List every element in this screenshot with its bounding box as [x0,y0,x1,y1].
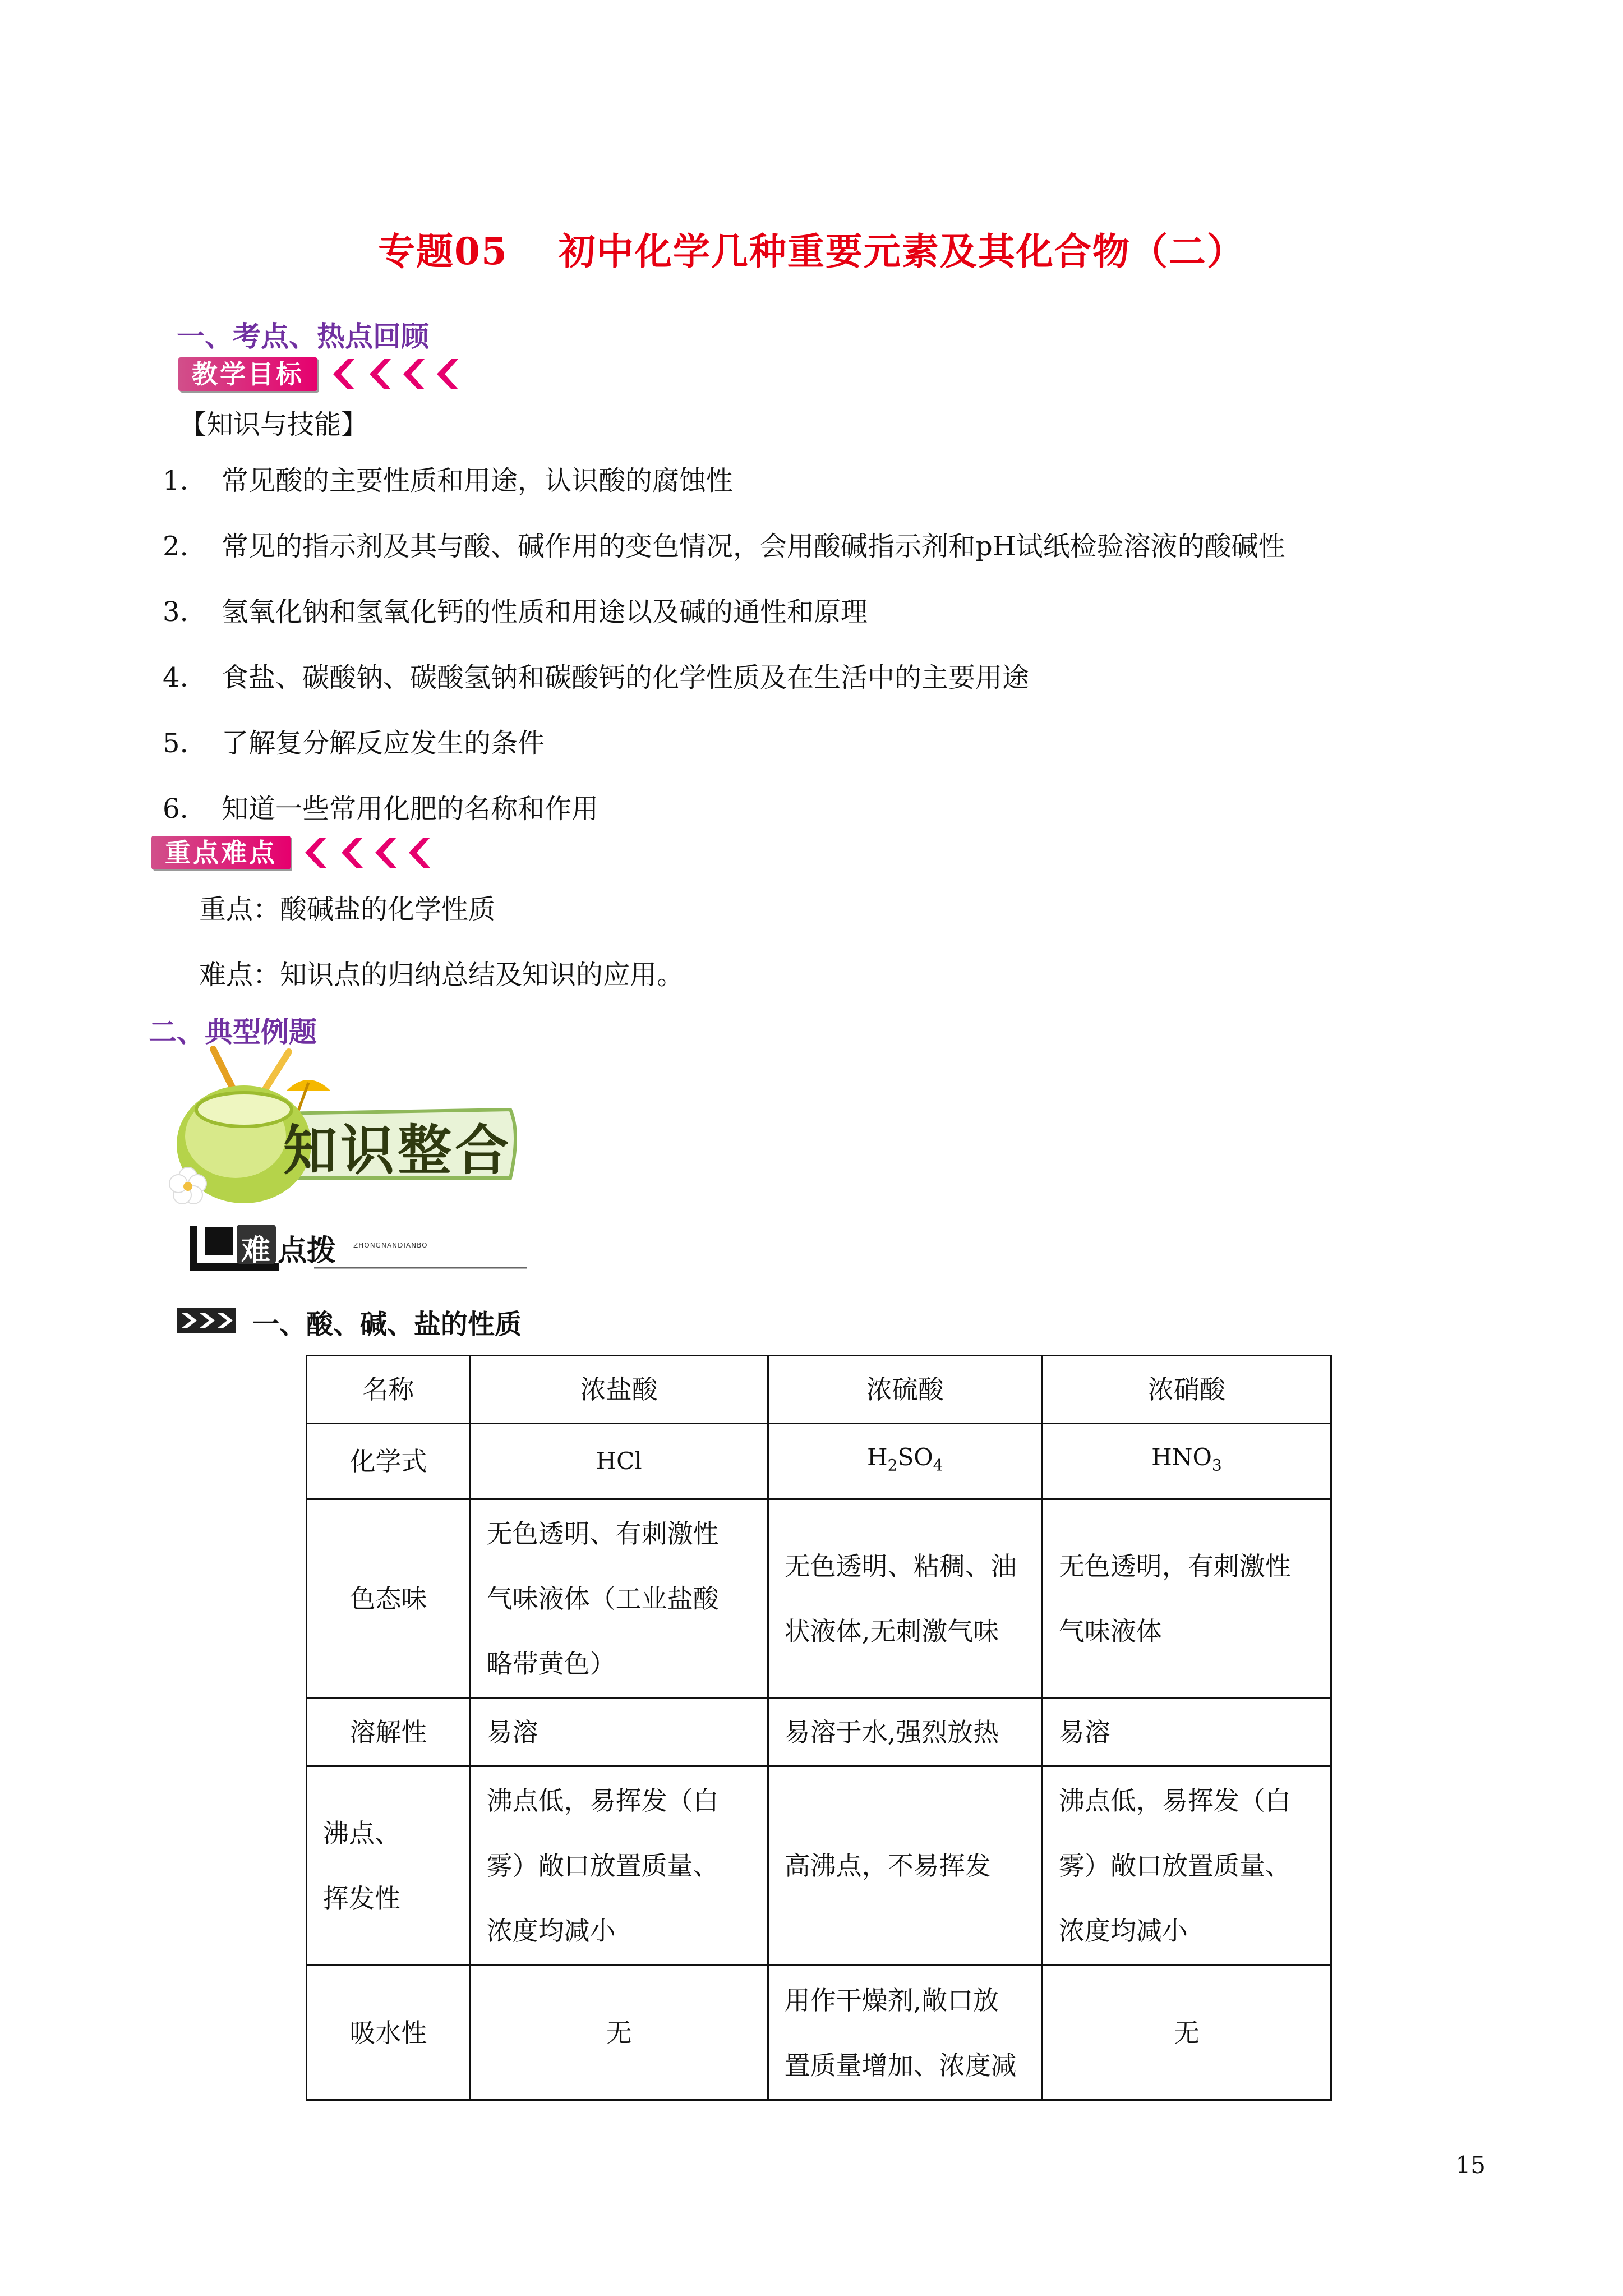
table-label-cell: 色态味 [307,1499,471,1699]
table-row [307,1356,1331,1424]
table-row [307,1966,1331,2100]
formula-hcl: HCl [470,1424,768,1499]
key-difficult-banner: 重点难点 [151,836,291,869]
list-item: 2. 常见的指示剂及其与酸、碱作用的变色情况，会用酸碱指示剂和pH试纸检验溶液的酸碱性 [163,531,1285,562]
table-row [307,1499,1331,1699]
list-item: 5. 了解复分解反应发生的条件 [163,728,545,759]
teaching-goal-banner: 教学目标 [178,357,317,391]
knowledge-skill-label: 【知识与技能】 [179,409,368,440]
table-header-cell: 浓硫酸 [768,1356,1042,1424]
table-row [307,1766,1331,1966]
section-heading-1: 一、考点、热点回顾 [177,320,429,353]
section-heading-2: 二、典型例题 [149,1015,317,1048]
table-cell: 无 [470,1966,768,2100]
chevron-decoration-icon [297,833,437,872]
tip-label-first-char: 难 [241,1234,271,1268]
knowledge-integration-badge [146,1038,527,1217]
table-cell: 无色透明，有刺激性 气味液体 [1042,1499,1331,1699]
list-item: 4. 食盐、碳酸钠、碳酸氢钠和碳酸钙的化学性质及在生活中的主要用途 [163,662,1030,693]
table-label-cell: 沸点、 挥发性 [307,1766,471,1966]
table-header-cell: 名称 [307,1356,471,1424]
list-item: 3. 氢氧化钠和氢氧化钙的性质和用途以及碱的通性和原理 [163,596,868,628]
table-cell: 易溶于水,强烈放热 [768,1699,1042,1766]
title-main: 初中化学几种重要元素及其化合物（二） [558,229,1245,273]
table-cell: 易溶 [1042,1699,1331,1766]
table-header-cell: 浓硝酸 [1042,1356,1331,1424]
table-cell: 用作干燥剂,敞口放 置质量增加、浓度减 [768,1966,1042,2100]
table-label-cell: 溶解性 [307,1699,471,1766]
table-row [307,1424,1331,1499]
table-cell: 高沸点，不易挥发 [768,1766,1042,1966]
table-cell: 无色透明、粘稠、油 状液体,无刺激气味 [768,1499,1042,1699]
table-cell: 易溶 [470,1699,768,1766]
formula-hno3: $HNO_3$ [1042,1424,1331,1499]
title-prefix: 专题05 [378,229,508,273]
list-item: 1. 常见酸的主要性质和用途，认识酸的腐蚀性 [163,465,734,496]
table-cell: 沸点低，易挥发（白 雾）敞口放置质量、 浓度均减小 [470,1766,768,1966]
table-header-cell: 浓盐酸 [470,1356,768,1424]
table-cell: 沸点低，易挥发（白 雾）敞口放置质量、 浓度均减小 [1042,1766,1331,1966]
table-cell: 无 [1042,1966,1331,2100]
table-cell: 无色透明、有刺激性 气味液体（工业盐酸 略带黄色） [470,1499,768,1699]
tip-label-rest: 点拨 [278,1234,336,1268]
table-label-cell: 吸水性 [307,1966,471,2100]
table-row [307,1699,1331,1766]
list-item: 6. 知道一些常用化肥的名称和作用 [163,793,599,825]
formula-h2so4: $H_2SO_4$ [768,1424,1042,1499]
page-number: 15 [1455,2151,1486,2179]
double-arrow-icon [177,1307,238,1336]
chevron-decoration-icon [325,355,465,394]
tip-sub: ZHONGNANDIANBO [353,1241,428,1249]
subsection-title: 一、酸、碱、盐的性质 [252,1309,522,1340]
acid-properties-table [306,1355,1332,2101]
page-title [0,222,1623,275]
tip-header [185,1214,533,1276]
key-point-text: 重点：酸碱盐的化学性质 [199,894,496,925]
difficult-point-text: 难点：知识点的归纳总结及知识的应用。 [199,959,684,991]
table-label-cell: 化学式 [307,1424,471,1499]
badge-text: 知识整合 [283,1119,512,1182]
